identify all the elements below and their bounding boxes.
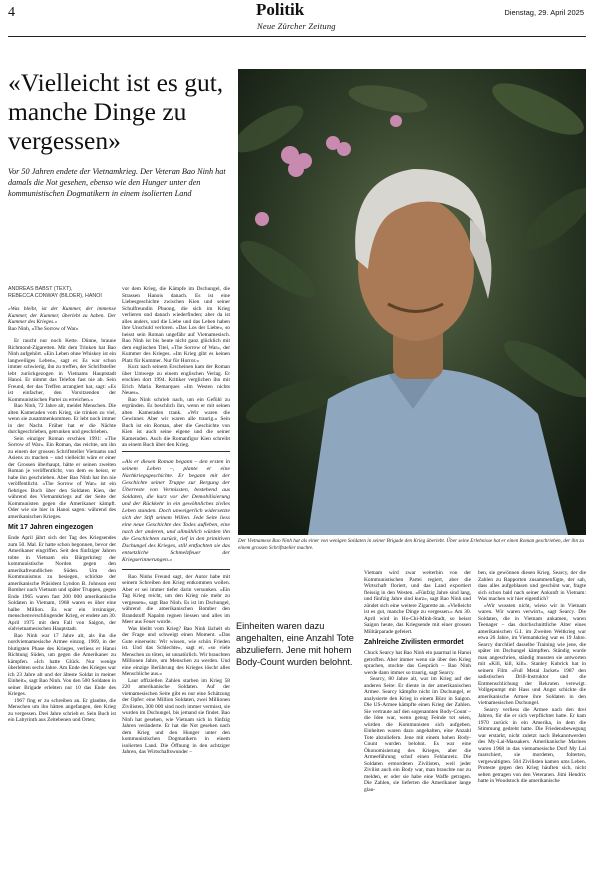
byline-text: ANDREAS BABST (TEXT), bbox=[8, 286, 73, 292]
epigraph-quote: «Was bleibt, ist der Kummer, der immense Kummer, der Kummer, überlebt zu haben. Der Kummer des Krieges.» bbox=[8, 306, 116, 325]
dek: Vor 50 Jahren endete der Vietnamkrieg. Der Veteran Bao Ninh hat damals die Not gesehen, ebenso wie den Hunger unter den kommunistischen Dogmatikern in einem isolierten Land bbox=[8, 167, 226, 199]
text-column-4 bbox=[478, 570, 586, 866]
newspaper-name: Neue Zürcher Zeitung bbox=[257, 21, 336, 31]
paragraph: Was bleibt vom Krieg? Bao Ninh lächelt ob der Frage und schweigt einen Moment. «Das Gute einerseits: Wir wissen, wie schön Frieden ist. Und das Schlechte», sagt er, «so viele Menschen zu töten, ist unnatürlich. Wir brauchten Millionen Jahre, um Menschen zu werden. Und eine einzige Berührung des Krieges löscht alles Menschliche aus.» bbox=[122, 625, 230, 677]
pullquote-rule-bottom bbox=[122, 569, 230, 570]
epigraph bbox=[8, 306, 116, 332]
paragraph: Bao Ninhs Freund sagt, der Autor habe mit seinem Schreiben den Krieg entkommen wollen. Aber er sei immer tiefer darin versunken. «Ein Tag Krieg reicht, um den Krieg nie mehr zu vergessen», sagt Bao Ninh. Es ist im Dschungel, während die amerikanischen Bomber den Brandstoff Napalm regnen liessen und alles im Meer aus Feuer wurde. bbox=[122, 573, 230, 625]
paragraph: Vietnam wird zwar weiterhin von der Kommunistischen Partei regiert, aber die Wirtschaft floriert, und das Land exportiert fleissig in den Westen. «Fünfzig Jahre sind lang, und fünfzig Jahre sind kurz», sagt Bao Ninh und zündet sich eine weitere Zigarette an. «Vielleicht ist es gut, manche Dinge zu vergessen.» Am 30. April wird in Ho-Chi-Minh-Stadt, so heisst Saigon heute, das Kriegsende mit einer grossen Militärparade gefeiert. bbox=[364, 570, 471, 635]
issue-date: Dienstag, 29. April 2025 bbox=[504, 8, 584, 17]
text-column-3 bbox=[364, 570, 471, 866]
paragraph: Bao Ninh, 72 Jahre alt, meidet Menschen. Die alten Kameraden vom Krieg, sie trinken zu viel, wenn sie zusammenkommen. Er lebt noch immer in der Nacht. Früher hat er die Nächte durchgeschrieben, getrunken und geschrieben. bbox=[8, 403, 116, 435]
pullquote: «Als er diesen Roman begann – den ersten in seinem Leben –, plante er eine Nachkriegsgeschichte. Er begann mit der Geschichte seiner Truppe zur Bergung der Überreste von Vermissten, bestehend aus Soldaten, die kurz vor der Demobilisierung und der Rückkehr in ein gewöhnliches ziviles Leben standen. Doch unweigerlich widersetzte sich der Stift seinem Willen. Jede Seite liess eine neue Geschichte des Todes aufleben, eine nach der anderen, und allmählich würden ihn die Geschichten zurück, tief in den primitiven Dschungel des Krieges, still entfachten sie das entsetzliche Schmelzfeuer der Kriegserinnerungen.» bbox=[122, 458, 230, 563]
photo-illustration bbox=[238, 69, 586, 535]
text-column-1 bbox=[8, 306, 116, 866]
paragraph: Searcy, 80 Jahre alt, war im Krieg auf der anderen Seite: Er diente in der amerikanischen Armee. Searcy kämpfte nicht im Dschungel, er analysierte den Krieg in einem Büro in Saigon. Die US-Armee kämpfte einen Krieg der Zahlen. Sie vertraute auf den sogenannten Body-Count – die Idee war, wenn genug Feinde tot seien, würden die Kommunisten sich aufgeben. Einheiten waren dazu angehalten, eine Anzahl Tote abzuliefern. Jene mit einem hohen Body-Count wurden belohnt. Es war eine Ökonomisierung des Krieges, aber die Armeeführung schuf einen Fehlanreiz. Die Soldaten ermordeten Zivilisten, weil jeder Zivilist auch ein Body war, man brauchte nur zu melden, er oder sie habe eine Waffe getragen. Die Zahlen, sie lieferten die Amerikaner lange glau- bbox=[364, 676, 471, 793]
pullquote-rule-top bbox=[122, 451, 230, 452]
headline: «Vielleicht ist es gut, manche Dinge zu vergessen» bbox=[8, 68, 224, 155]
byline-photo: REBECCA CONWAY (BILDER), HANOI bbox=[8, 293, 102, 300]
paragraph: Sein einziger Roman erschien 1991: «The Sorrow of War». Ein Roman, das reichte, um ihn zu einem der grossen Schriftsteller Vietnams und Asiens zu machen – und vielleicht wäre er einer der Grossen überhaupt, hätte er seinen zweiten Roman je veröffentlicht, von dem es heisst, er habe ihn geschrieben. Aber Bao Ninh hat ihn nie veröffentlicht. «The Sorrow of War» ist ein fiebriges Buch über den Soldaten Kien, der während des Vietnamkriegs auf der Seite der Kommunisten gegen die Amerikaner kämpft. Oder wie sie hier in Hanoi sagen: während des amerikanischen Krieges. bbox=[8, 435, 116, 520]
text-column-2 bbox=[122, 286, 230, 866]
paragraph: Searcy verliess die Armee nach den drei Jahren, für die er sich verpflichtet hatte. Er kam 1970 zurück in ein Amerika, in dem die Stimmung gedreht hatte. Die Friedensbewegung war erstarkt, nicht zuletzt nach Bekanntwerden des My-Lai-Massakers. Amerikanische Marines waren 1968 in das vietnamesische Dorf My Lai marschiert, sie mordeten, folterten, vergewaltigten. 504 Zivilisten kamen ums Leben. Proteste gegen den Krieg häuften sich, nicht selten getragen von den Veteranen. Jimi Hendrix hatte in Woodstock die amerikanische bbox=[478, 706, 586, 784]
pull-quote-large: Einheiten waren dazu angehalten, eine Anzahl Tote abzuliefern. Jene mit hohem Body-Count wurden belohnt. bbox=[236, 621, 354, 667]
masthead-rule bbox=[8, 36, 586, 37]
epigraph-source: Bao Ninh, «The Sorrow of War» bbox=[8, 325, 79, 332]
paragraph: 1967 fing er zu schreiben an. Er glaubte, die Menschen um ihn hätten angefangen, den Krieg zu vergessen. Drei Jahre schrieb er. Sein Buch ist ein Labyrinth aus Zeitebenen und Orten; bbox=[8, 697, 116, 723]
byline bbox=[8, 286, 116, 300]
paragraph: Bao Ninh schrieb nach, um ein Gefühl zu ergründen. Es beschlich ihn, wenn er mit seinen alten Kameraden trank. «Wir waren die Gewinner. Aber wir waren alle traurig.» Sein Buch ist ein Roman, aber die Geschichte von Kien ist auch seine eigene und die seiner Kameraden. Auch die Romanfigur Kien schreibt an einem Buch über den Krieg. bbox=[122, 396, 230, 448]
paragraph: Kurz nach seinem Erscheinen kam der Roman über Umwege zu einem englischen Verlag. Er erschien dort 1994. Kritiker verglichen ihn mit Erich Maria Remarques «Im Westen nichts Neues». bbox=[122, 364, 230, 396]
paragraph: vor dem Krieg, die Kämpfe im Dschungel, die Strassen Hanois danach. Es ist eine Liebesgeschichte zwischen Kien und seiner Schulfreundin Phuong, die sich im Krieg verlieren und danach wiederfinden; aber da ist alles anders, und die Liebe und das Leben haben ihre Unschuld verloren. «Das Los der Liebe», so heisst sein Roman ungefähr auf Vietnamesisch. Bao Ninh ist bis heute nicht ganz glücklich mit dem englischen Titel, «The Sorrow of War», der Kummer des Krieges. «Im Krieg gibt es keinen Platz für Kummer. Nur für Horror.» bbox=[122, 286, 230, 364]
paragraph: Bao Ninh war 17 Jahre alt, als ihn die nordvietnamesische Armee einzog. 1969, in der blutigsten Phase des Krieges, verliess er Hanoi Richtung Süden, um gegen die Amerikaner zu kämpfen. «Ich hatte Glück. Nur wenige überlebten sechs Jahre. Am Ende des Krieges war ich 23 Jahre alt und der älteste Soldat in meiner Einheit», sagt Bao Ninh. Von den 500 Soldaten in seiner Brigade erlebten nur 10 das Ende des Krieges. bbox=[8, 632, 116, 697]
paragraph: Er raucht nur noch Kette. Dünne, braune Richmond-Zigaretten. Mit dem Trinken hat Bao Ninh aufgehört. «Ein Leben ohne Whiskey ist ein langweiliges Leben», sagt er. Es war schon immer schwierig, ihn zu treffen, der Schriftsteller lebt zurückgezogen in Vietnams Hauptstadt Hanoi. Er nimmt das Telefon fast nie ab. Sein Freund, der das Treffen arrangiert hat, sagt: «Es ist einfacher, den Vorsitzenden der Kommunistischen Partei zu erreichen.» bbox=[8, 338, 116, 403]
paragraph: Ende April jährt sich der Tag des Kriegsendes zum 50. Mal. Er hatte schon begonnen, bevor der Amerikaner eingriffen. Seit den fünfziger Jahren tobte in Vietnam ein Bürgerkrieg: der kommunistische Norden gegen den amerikafreundlichen Süden. Um den Kommunismus zu besiegen, schickte der amerikanische Präsident Lyndon B. Johnson erst Bomber nach Vietnam und später Truppen, gegen Ende 1965 waren fast 200 000 amerikanische Soldaten in Vietnam, 1968 waren es über eine halbe Million. Es war ein irrsinniger, menschenverschlingender Krieg, er endete am 30. April 1975 mit dem Fall von Saigon, der südvietnamesischen Hauptstadt. bbox=[8, 535, 116, 632]
divider bbox=[236, 612, 360, 613]
paragraph: «Wir wussten nicht, wieso wir in Vietnam waren. Wir waren verwirrt», sagt Searcy. Die Soldaten, die in Vietnam ankamen, waren Teenager – das durchschnittliche Alter eines amerikanischen G.I. im Zweiten Weltkrieg war etwa 26 Jahre, im Vietnamkrieg war es 19 Jahre. Searcy durchlief dasselbe Training wie jene, die später im Dschungel kämpften. Ständig wurde man angeschrien, ständig mussten sie antworten mit «Kill, kill, kill». Stanley Kubrick hat in seinem Film «Full Metal Jacket» 1987 den sadistischen Drill-Instruktor und die Entmenschlichung der Rekruten verewigt. Vollgepumpt mit Hass und Angst schickte die amerikanische Armee ihre Soldaten in den vietnamesischen Dschungel. bbox=[478, 602, 586, 706]
paragraph: ben, sie gewönnen diesen Krieg. Searcy, der die Zahlen zu Rapporten zusammenfügte, der sah, dass alles aufgeblasen und geschönt war, fragte sich schon bald nach seiner Ankunft in Vietnam: Was machen wir hier eigentlich? bbox=[478, 570, 586, 602]
subheading: Mit 17 Jahren eingezogen bbox=[8, 524, 94, 531]
paragraph: Laut offiziellen Zahlen starben im Krieg 58 220 amerikanische Soldaten. Auf der vietnamesischen Seite gibt es nur eine Schätzung der Opfer: eine Million Soldaten, zwei Millionen Zivilisten, 300 000 sind noch immer vermisst, sie wurden im Dschungel, bis jemand sie findet. Bao Ninh hat gesehen, wie Vietnam sich in fünfzig Jahren veränderte. Er hat die Not gesehen nach dem Krieg und den Hunger unter den kommunistischen Dogmatikern in einem isolierten Land. Die Öffnung in den achtziger Jahren, das Wirtschaftswunder – bbox=[122, 677, 230, 755]
photo-caption: Der Vietnamese Bao Ninh hat als einer von wenigen Soldaten in seiner Brigade den Krieg überlebt. Über seine Erlebnisse hat er einen Roman geschrieben, der ihn zu einem grossen Schriftsteller machte. bbox=[238, 538, 584, 551]
paragraph: Chuck Searcy hat Bao Ninh ein paarmal in Hanoi getroffen. Aber immer wenn sie über den Krieg sprachen, stockte das Gespräch – Bao Ninh werde dann immer so traurig, sagt Searcy. bbox=[364, 650, 471, 676]
portrait-photo bbox=[238, 69, 586, 535]
subheading: Zahlreiche Zivilisten ermordet bbox=[364, 639, 464, 646]
section-title: Politik bbox=[256, 0, 305, 19]
page-number: 4 bbox=[8, 5, 15, 20]
masthead bbox=[0, 0, 594, 40]
